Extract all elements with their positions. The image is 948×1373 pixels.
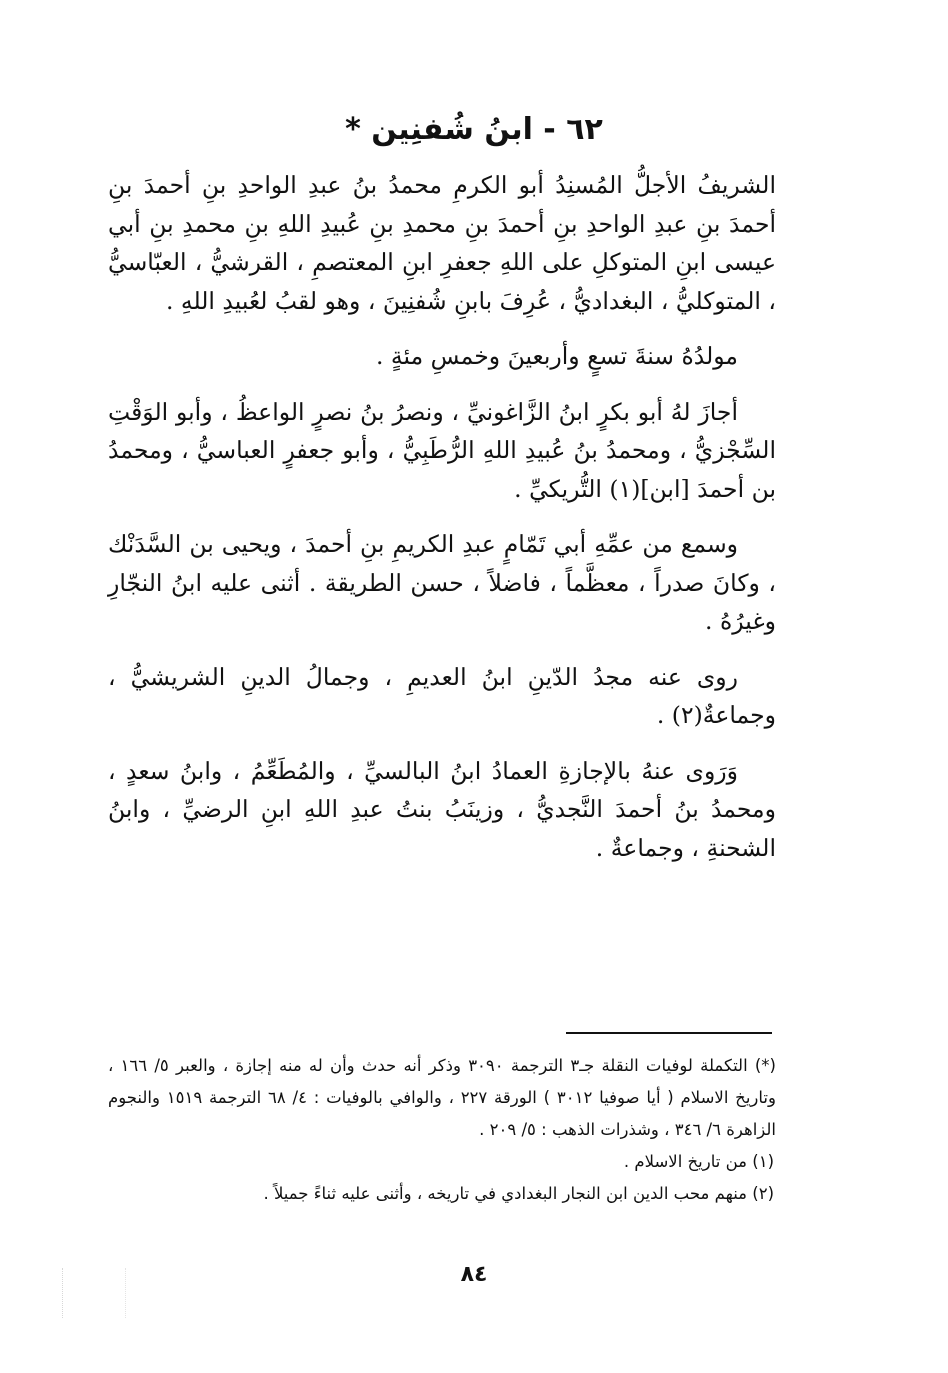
footnote-sources: (*) التكملة لوفيات النقلة جـ٣ الترجمة ٣٠٩٠ وذكر أنه حدث وأن له منه إجازة ، والعبر ٥/ ١٦٦ ، وتاريخ الاسلام ( أيا صوفيا ٣٠١٢ ) الورقة ٢٢٧ ، والوافي بالوفيات : ٤/ ٦٨ الترجمة ١٥١٩ والنجوم الزاهرة ٦/ ٣٤٦ ، وشذرات الذهب : ٥/ ٢٠٩ . (108, 1056, 776, 1139)
main-text (108, 166, 776, 884)
footnote-2: (٢) منهم محب الدين ابن النجار البغدادي في تاريخه ، وأثنى عليه ثناءً جميلاً . (263, 1184, 774, 1203)
paragraph-birth: مولدُهُ سنةَ تسعٍ وأربعينَ وخمسِ مئةٍ . (375, 342, 738, 370)
page-title: ٦٢ - ابنُ شُفنِين * (345, 112, 603, 147)
footnotes (108, 1050, 776, 1210)
paragraph-narrators: روى عنه مجدُ الدّينِ ابنُ العديمِ ، وجمالُ الدينِ الشريشيُّ ، وجماعةٌ(٢) . (108, 662, 776, 729)
paragraph-ijaza-narrators: وَرَوى عنهُ بالإجازةِ العمادُ ابنُ البالسيِّ ، والمُطَعِّمُ ، وابنُ سعدٍ ، ومحمدُ بنُ أحمدَ النَّجديُّ ، وزينَبُ بنتُ عبدِ اللهِ ابنِ الرضيِّ ، وابنُ الشحنةِ ، وجماعةٌ . (108, 756, 776, 862)
scan-artifact (62, 1268, 126, 1318)
page-number: ٨٤ (460, 1262, 488, 1287)
paragraph-ijaza: أجازَ لهُ أبو بكرٍ ابنُ الزَّاغونيِّ ، ونصرُ بنُ نصرٍ الواعظُ ، وأبو الوَقْتِ السِّجْزيُّ ، ومحمدُ بنُ عُبيدِ اللهِ الرُّطَبِيُّ ، وأبو جعفرٍ العباسيُّ ، ومحمدُ بن أحمدَ [ابن](١) التُّريكيِّ . (108, 397, 776, 503)
paragraph-name-lineage: الشريفُ الأجلُّ المُسنِدُ أبو الكرمِ محمدُ بنُ عبدِ الواحدِ بنِ أحمدَ بنِ أحمدَ بنِ عبدِ الواحدِ بنِ أحمدَ بنِ محمدِ بنِ عُبيدِ اللهِ بنِ محمدِ بنِ أبي عيسى ابنِ المتوكلِ على اللهِ جعفرِ ابنِ المعتصمِ ، القرشيُّ ، العبّاسيُّ ، المتوكليُّ ، البغداديُّ ، عُرِفَ بابنِ شُفنِينَ ، وهو لقبُ لعُبيدِ اللهِ . (108, 171, 776, 315)
footnote-separator (566, 1032, 772, 1034)
footnote-1: (١) من تاريخ الاسلام . (623, 1152, 774, 1171)
paragraph-sama: وسمع من عمِّهِ أبي تَمّامٍ عبدِ الكريمِ بنِ أحمدَ ، ويحيى بن السَّدَنْك ، وكانَ صدراً ، معظَّماً ، فاضلاً ، حسن الطريقة . أثنى عليه ابنُ النجّارِ وغيرُهُ . (108, 530, 776, 635)
